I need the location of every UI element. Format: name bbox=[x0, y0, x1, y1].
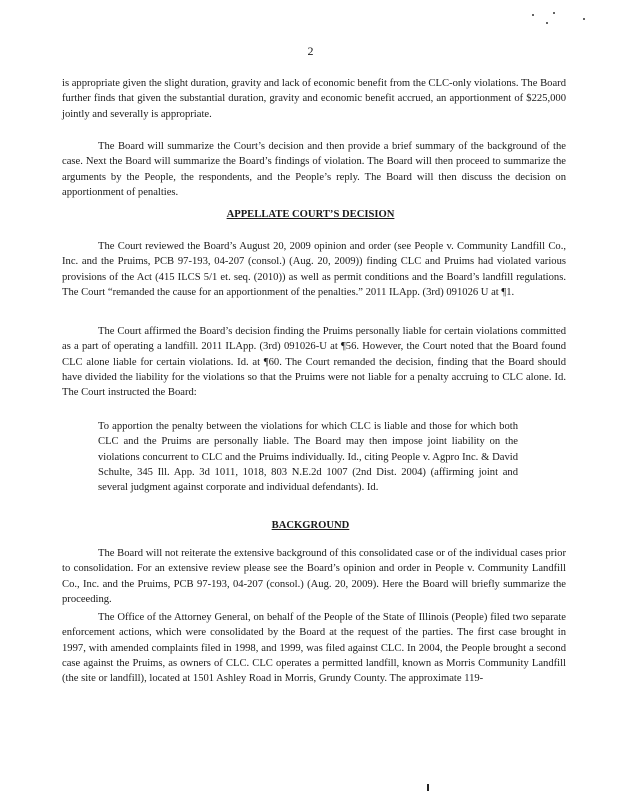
heading-background: BACKGROUND bbox=[271, 520, 350, 531]
heading-appellate-decision: APPELLATE COURT’S DECISION bbox=[226, 209, 395, 220]
paragraph-outline: The Board will summarize the Court’s decision and then provide a brief summary of the background of the case. Next the Board will summarize the Board’s findings of violation. The Board will then proceed to summarize the arguments by the People, the respondents, and the People’s reply. The Board will then discuss the decision on apportionment of penalties. bbox=[62, 141, 566, 198]
scan-mark bbox=[427, 784, 429, 791]
paragraph-court-affirmed: The Court affirmed the Board’s decision finding the Pruims personally liable for certain violations committed as a part of operating a landfill. 2011 ILApp. (3rd) 091026-U at ¶56. However, the Court noted that the Board found CLC alone liable for certain violations. Id. at ¶60. The Court remanded the decision, finding that the Board should have divided the liability for the violations so that the Pruims were not liable for a penalty accruing to CLC alone. Id. The Court instructed the Board: bbox=[62, 326, 566, 399]
paragraph-enforcement-actions: The Office of the Attorney General, on behalf of the People of the State of Illinois (People) filed two separate enforcement actions, which were consolidated by the Board at the request of the parties. The first case brought in 1997, with amended complaints filed in 1998, and 1999, was filed against CLC. In 2004, the People brought a second case against the Pruims, as owners of CLC. CLC operates a permitted landfill, known as Morris Community Landfill (the site or landfill), located at 1501 Ashley Road in Morris, Grundy County. The approximate 119- bbox=[62, 612, 566, 685]
page-number: 2 bbox=[307, 44, 314, 58]
paragraph-intro-conclusion: is appropriate given the slight duration, gravity and lack of economic benefit from the CLC-only violations. The Board further finds that given the substantial duration, gravity and economic benefit accrued, an apportionment of $225,000 jointly and severally is appropriate. bbox=[62, 78, 566, 120]
block-quote-court-instruction: To apportion the penalty between the violations for which CLC is liable and those for which both CLC and the Pruims are personally liable. The Board may then impose joint liability on the violations concurrent to CLC and the Pruims individually. Id., citing People v. Agpro Inc. & David Schulte, 345 Ill. App. 3d 1011, 1018, 803 N.E.2d 1007 (2nd Dist. 2004) (affirming joint and several judgment against corporate and individual defendants). Id. bbox=[98, 421, 518, 494]
paragraph-background-summary: The Board will not reiterate the extensive background of this consolidated case or of the individual cases prior to consolidation. For an extensive review please see the Board’s opinion and order in People v. Community Landfill Co., Inc. and the Pruims, PCB 97-193, 04-207 (consol.) (Aug. 20, 2009). Here the Board will briefly summarize the proceeding. bbox=[62, 548, 566, 605]
paragraph-court-review: The Court reviewed the Board’s August 20, 2009 opinion and order (see People v. Community Landfill Co., Inc. and the Pruims, PCB 97-193, 04-207 (consol.) (Aug. 20, 2009)) finding CLC and Pruims had violated various provisions of the Act (415 ILCS 5/1 et. seq. (2010)) as well as permit conditions and the Board’s landfill regulations. The Court “remanded the cause for an apportionment of the penalties.” 2011 ILApp. (3rd) 091026 U at ¶1. bbox=[62, 241, 566, 298]
